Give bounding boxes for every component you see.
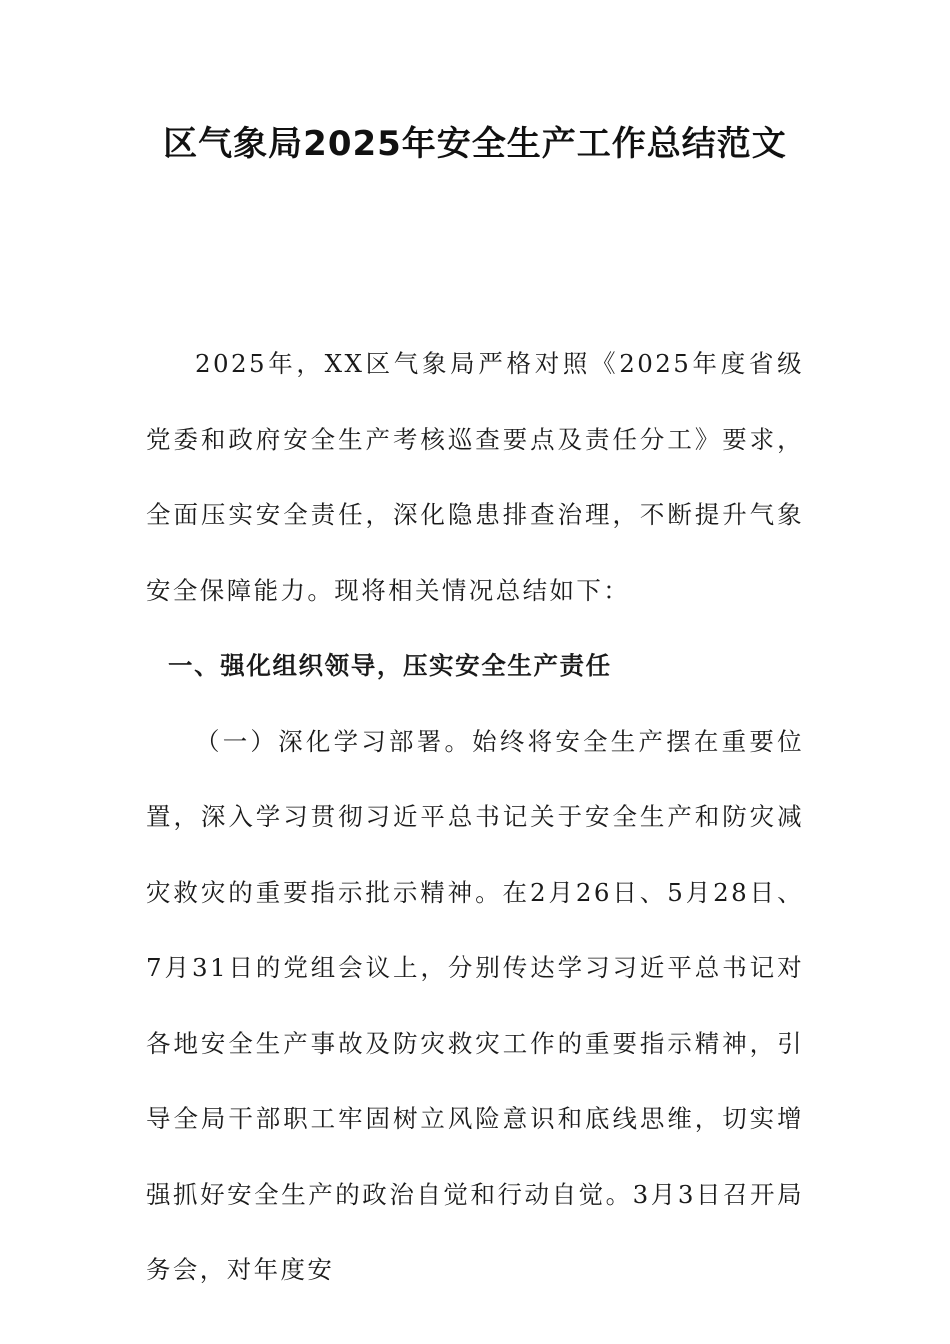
document-body <box>146 326 804 1308</box>
section-heading-1: 一、强化组织领导，压实安全生产责任 <box>168 651 612 680</box>
intro-paragraph: 2025年，XX区气象局严格对照《2025年度省级党委和政府安全生产考核巡查要点及责任分工》要求，全面压实安全责任，深化隐患排查治理，不断提升气象安全保障能力。现将相关情况总结如下： <box>146 349 804 605</box>
document-title: 区气象局2025年安全生产工作总结范文 <box>163 124 787 164</box>
subsection-paragraph-1: （一）深化学习部署。始终将安全生产摆在重要位置，深入学习贯彻习近平总书记关于安全生产和防灾减灾救灾的重要指示批示精神。在2月26日、5月28日、7月31日的党组会议上，分别传达学习习近平总书记对各地安全生产事故及防灾救灾工作的重要指示精神，引导全局干部职工牢固树立风险意识和底线思维，切实增强抓好安全生产的政治自觉和行动自觉。3月3日召开局务会，对年度安 <box>146 726 804 1284</box>
